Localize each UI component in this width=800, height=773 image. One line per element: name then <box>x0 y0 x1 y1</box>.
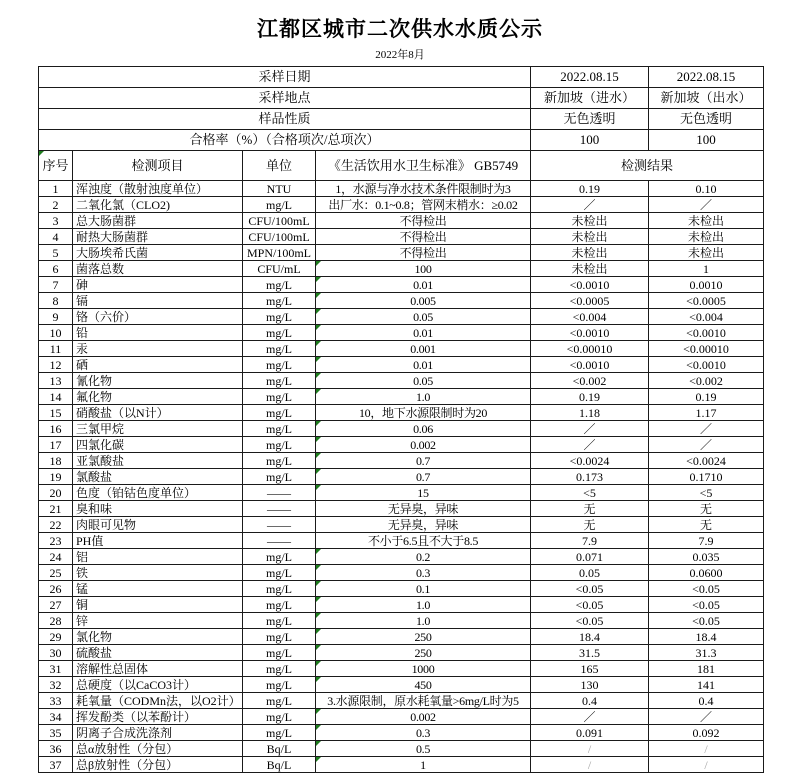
item-name: 汞 <box>73 341 243 357</box>
row-no: 20 <box>39 485 73 501</box>
standard-limit: 0.7 <box>316 453 531 469</box>
standard-limit: 出厂水：0.1~0.8；管网末梢水：≥0.02 <box>316 197 531 213</box>
result-inlet: 0.071 <box>531 549 649 565</box>
result-inlet: 165 <box>531 661 649 677</box>
col-header-standard: 《生活饮用水卫生标准》 GB5749 <box>316 151 531 181</box>
row-no: 16 <box>39 421 73 437</box>
result-outlet: 0.0010 <box>649 277 764 293</box>
result-inlet: <0.0024 <box>531 453 649 469</box>
result-outlet: 0.4 <box>649 693 764 709</box>
standard-limit: 0.05 <box>316 373 531 389</box>
table-row <box>39 197 764 213</box>
table-row <box>39 325 764 341</box>
result-inlet: <0.0010 <box>531 325 649 341</box>
unit: —— <box>243 533 316 549</box>
col-header-unit: 单位 <box>243 151 316 181</box>
standard-limit: 不小于6.5且不大于8.5 <box>316 533 531 549</box>
unit: NTU <box>243 181 316 197</box>
table-row <box>39 389 764 405</box>
row-no: 30 <box>39 645 73 661</box>
result-outlet: 0.10 <box>649 181 764 197</box>
standard-limit: 无异臭，异味 <box>316 517 531 533</box>
row-no: 9 <box>39 309 73 325</box>
result-outlet: 0.19 <box>649 389 764 405</box>
result-inlet: 0.19 <box>531 389 649 405</box>
result-outlet: 0.092 <box>649 725 764 741</box>
table-row <box>39 341 764 357</box>
unit: mg/L <box>243 325 316 341</box>
item-name: 总β放射性（分包） <box>73 757 243 773</box>
standard-limit: 250 <box>316 645 531 661</box>
standard-limit: 450 <box>316 677 531 693</box>
result-outlet: ／ <box>649 197 764 213</box>
row-no: 32 <box>39 677 73 693</box>
standard-limit: 0.01 <box>316 357 531 373</box>
sample-location-outlet: 新加坡（出水） <box>649 88 764 109</box>
unit: mg/L <box>243 725 316 741</box>
meta-label: 采样日期 <box>39 67 531 88</box>
result-outlet: <0.0024 <box>649 453 764 469</box>
table-row <box>39 533 764 549</box>
item-name: 浑浊度（散射浊度单位） <box>73 181 243 197</box>
result-inlet: <0.05 <box>531 597 649 613</box>
item-name: 铝 <box>73 549 243 565</box>
result-inlet: ／ <box>531 197 649 213</box>
row-no: 34 <box>39 709 73 725</box>
table-row <box>39 373 764 389</box>
table-row <box>39 309 764 325</box>
result-inlet: <0.004 <box>531 309 649 325</box>
unit: Bq/L <box>243 757 316 773</box>
result-outlet: 1 <box>649 261 764 277</box>
table-row <box>39 501 764 517</box>
result-inlet: 130 <box>531 677 649 693</box>
standard-limit: 0.01 <box>316 325 531 341</box>
table-row <box>39 645 764 661</box>
sample-property-outlet: 无色透明 <box>649 109 764 130</box>
unit: —— <box>243 517 316 533</box>
row-no: 27 <box>39 597 73 613</box>
item-name: 硫酸盐 <box>73 645 243 661</box>
table-row <box>39 357 764 373</box>
table-row <box>39 437 764 453</box>
item-name: 铜 <box>73 597 243 613</box>
result-inlet: 0.05 <box>531 565 649 581</box>
row-no: 12 <box>39 357 73 373</box>
standard-limit: 0.002 <box>316 709 531 725</box>
row-no: 6 <box>39 261 73 277</box>
item-name: 总α放射性（分包） <box>73 741 243 757</box>
result-inlet: / <box>531 741 649 757</box>
result-inlet: 未检出 <box>531 245 649 261</box>
unit: mg/L <box>243 293 316 309</box>
result-inlet: 0.173 <box>531 469 649 485</box>
table-row <box>39 261 764 277</box>
table-row <box>39 453 764 469</box>
table-row <box>39 517 764 533</box>
item-name: 砷 <box>73 277 243 293</box>
table-row <box>39 293 764 309</box>
table-row <box>39 229 764 245</box>
unit: CFU/100mL <box>243 213 316 229</box>
standard-limit: 3.水源限制，原水耗氧量>6mg/L时为5 <box>316 693 531 709</box>
meta-row-sample-date <box>39 67 764 88</box>
unit: mg/L <box>243 693 316 709</box>
standard-limit: 1.0 <box>316 613 531 629</box>
row-no: 10 <box>39 325 73 341</box>
result-inlet: <0.05 <box>531 613 649 629</box>
result-outlet: 未检出 <box>649 213 764 229</box>
item-name: 三氯甲烷 <box>73 421 243 437</box>
standard-limit: 0.01 <box>316 277 531 293</box>
row-no: 36 <box>39 741 73 757</box>
table-row <box>39 757 764 773</box>
standard-limit: 无异臭，异味 <box>316 501 531 517</box>
result-outlet: <0.05 <box>649 597 764 613</box>
result-outlet: <0.0010 <box>649 357 764 373</box>
row-no: 15 <box>39 405 73 421</box>
result-inlet: ／ <box>531 437 649 453</box>
result-outlet: 0.035 <box>649 549 764 565</box>
result-outlet: 无 <box>649 517 764 533</box>
standard-limit: 不得检出 <box>316 229 531 245</box>
standard-limit: 1，水源与净水技术条件限制时为3 <box>316 181 531 197</box>
unit: mg/L <box>243 565 316 581</box>
unit: mg/L <box>243 709 316 725</box>
standard-limit: 0.2 <box>316 549 531 565</box>
meta-label: 样品性质 <box>39 109 531 130</box>
result-inlet: <0.05 <box>531 581 649 597</box>
standard-limit: 1.0 <box>316 597 531 613</box>
result-inlet: <0.002 <box>531 373 649 389</box>
sample-location-inlet: 新加坡（进水） <box>531 88 649 109</box>
table-row <box>39 213 764 229</box>
table-row <box>39 709 764 725</box>
item-name: 氟化物 <box>73 389 243 405</box>
meta-label: 合格率（%）（合格项次/总项次） <box>39 130 531 151</box>
standard-limit: 0.1 <box>316 581 531 597</box>
item-name: 铬（六价） <box>73 309 243 325</box>
unit: mg/L <box>243 677 316 693</box>
result-outlet: <0.004 <box>649 309 764 325</box>
standard-limit: 0.002 <box>316 437 531 453</box>
result-inlet: 未检出 <box>531 229 649 245</box>
standard-limit: 0.5 <box>316 741 531 757</box>
unit: —— <box>243 501 316 517</box>
standard-limit: 0.001 <box>316 341 531 357</box>
result-outlet: 141 <box>649 677 764 693</box>
unit: mg/L <box>243 645 316 661</box>
row-no: 24 <box>39 549 73 565</box>
row-no: 2 <box>39 197 73 213</box>
table-row <box>39 421 764 437</box>
standard-limit: 1000 <box>316 661 531 677</box>
standard-limit: 100 <box>316 261 531 277</box>
table-row <box>39 181 764 197</box>
standard-limit: 15 <box>316 485 531 501</box>
unit: mg/L <box>243 469 316 485</box>
row-no: 11 <box>39 341 73 357</box>
unit: mg/L <box>243 341 316 357</box>
result-inlet: ／ <box>531 709 649 725</box>
standard-limit: 10，地下水源限制时为20 <box>316 405 531 421</box>
item-name: 镉 <box>73 293 243 309</box>
item-name: 肉眼可见物 <box>73 517 243 533</box>
unit: mg/L <box>243 197 316 213</box>
table-row <box>39 677 764 693</box>
unit: mg/L <box>243 581 316 597</box>
row-no: 25 <box>39 565 73 581</box>
meta-row-pass-rate <box>39 130 764 151</box>
table-row <box>39 245 764 261</box>
col-header-no: 序号 <box>39 151 73 181</box>
unit: mg/L <box>243 549 316 565</box>
table-row <box>39 725 764 741</box>
result-outlet: ／ <box>649 437 764 453</box>
unit: mg/L <box>243 629 316 645</box>
table-row <box>39 597 764 613</box>
item-name: 溶解性总固体 <box>73 661 243 677</box>
row-no: 4 <box>39 229 73 245</box>
row-no: 13 <box>39 373 73 389</box>
result-outlet: <0.00010 <box>649 341 764 357</box>
table-row <box>39 613 764 629</box>
item-name: 总大肠菌群 <box>73 213 243 229</box>
unit: mg/L <box>243 309 316 325</box>
item-name: 锰 <box>73 581 243 597</box>
unit: mg/L <box>243 453 316 469</box>
item-name: 挥发酚类（以苯酚计） <box>73 709 243 725</box>
unit: mg/L <box>243 661 316 677</box>
row-no: 17 <box>39 437 73 453</box>
result-inlet: <0.0005 <box>531 293 649 309</box>
standard-limit: 0.3 <box>316 725 531 741</box>
meta-row-sample-location <box>39 88 764 109</box>
row-no: 3 <box>39 213 73 229</box>
unit: mg/L <box>243 357 316 373</box>
result-inlet: <0.0010 <box>531 357 649 373</box>
item-name: 硝酸盐（以N计） <box>73 405 243 421</box>
result-inlet: 无 <box>531 501 649 517</box>
row-no: 37 <box>39 757 73 773</box>
result-inlet: <0.00010 <box>531 341 649 357</box>
result-outlet: <0.0005 <box>649 293 764 309</box>
standard-limit: 不得检出 <box>316 245 531 261</box>
table-row <box>39 661 764 677</box>
item-name: 硒 <box>73 357 243 373</box>
unit: mg/L <box>243 437 316 453</box>
table-row <box>39 277 764 293</box>
item-name: 色度（铂钴色度单位） <box>73 485 243 501</box>
item-name: 阴离子合成洗涤剂 <box>73 725 243 741</box>
table-row <box>39 693 764 709</box>
table-row <box>39 629 764 645</box>
unit: mg/L <box>243 613 316 629</box>
row-no: 31 <box>39 661 73 677</box>
row-no: 28 <box>39 613 73 629</box>
result-outlet: 31.3 <box>649 645 764 661</box>
result-outlet: ／ <box>649 421 764 437</box>
row-no: 14 <box>39 389 73 405</box>
item-name: PH值 <box>73 533 243 549</box>
row-no: 18 <box>39 453 73 469</box>
row-no: 21 <box>39 501 73 517</box>
row-no: 8 <box>39 293 73 309</box>
result-inlet: 0.19 <box>531 181 649 197</box>
item-name: 臭和味 <box>73 501 243 517</box>
result-outlet: / <box>649 741 764 757</box>
standard-limit: 0.06 <box>316 421 531 437</box>
sample-property-inlet: 无色透明 <box>531 109 649 130</box>
standard-limit: 250 <box>316 629 531 645</box>
result-inlet: 0.091 <box>531 725 649 741</box>
standard-limit: 0.7 <box>316 469 531 485</box>
result-outlet: 181 <box>649 661 764 677</box>
item-name: 耐热大肠菌群 <box>73 229 243 245</box>
unit: CFU/100mL <box>243 229 316 245</box>
standard-limit: 0.3 <box>316 565 531 581</box>
result-inlet: 无 <box>531 517 649 533</box>
result-outlet: <0.002 <box>649 373 764 389</box>
result-inlet: 31.5 <box>531 645 649 661</box>
item-name: 总硬度（以CaCO3计） <box>73 677 243 693</box>
result-outlet: <0.05 <box>649 613 764 629</box>
table-row <box>39 581 764 597</box>
result-outlet: 未检出 <box>649 245 764 261</box>
table-row <box>39 469 764 485</box>
result-outlet: 未检出 <box>649 229 764 245</box>
result-inlet: <5 <box>531 485 649 501</box>
unit: Bq/L <box>243 741 316 757</box>
result-inlet: 0.4 <box>531 693 649 709</box>
col-header-item: 检测项目 <box>73 151 243 181</box>
column-header-row <box>39 151 764 181</box>
result-outlet: 7.9 <box>649 533 764 549</box>
row-no: 23 <box>39 533 73 549</box>
result-inlet: 未检出 <box>531 213 649 229</box>
result-outlet: 18.4 <box>649 629 764 645</box>
meta-row-sample-property <box>39 109 764 130</box>
result-outlet: ／ <box>649 709 764 725</box>
item-name: 四氯化碳 <box>73 437 243 453</box>
item-name: 菌落总数 <box>73 261 243 277</box>
row-no: 7 <box>39 277 73 293</box>
page-title: 江都区城市二次供水水质公示 <box>257 18 543 41</box>
row-no: 29 <box>39 629 73 645</box>
unit: mg/L <box>243 421 316 437</box>
col-header-result: 检测结果 <box>531 151 764 181</box>
unit: mg/L <box>243 277 316 293</box>
unit: —— <box>243 485 316 501</box>
unit: mg/L <box>243 373 316 389</box>
meta-label: 采样地点 <box>39 88 531 109</box>
row-no: 19 <box>39 469 73 485</box>
table-row <box>39 405 764 421</box>
item-name: 氰化物 <box>73 373 243 389</box>
item-name: 铅 <box>73 325 243 341</box>
row-no: 26 <box>39 581 73 597</box>
standard-limit: 1 <box>316 757 531 773</box>
result-inlet: 18.4 <box>531 629 649 645</box>
result-outlet: 1.17 <box>649 405 764 421</box>
unit: mg/L <box>243 405 316 421</box>
unit: mg/L <box>243 597 316 613</box>
item-name: 二氧化氯（CLO2) <box>73 197 243 213</box>
results-body <box>39 181 764 773</box>
water-quality-table <box>38 66 764 773</box>
row-no: 35 <box>39 725 73 741</box>
item-name: 铁 <box>73 565 243 581</box>
table-row <box>39 565 764 581</box>
result-outlet: 0.0600 <box>649 565 764 581</box>
table-row <box>39 549 764 565</box>
item-name: 氯化物 <box>73 629 243 645</box>
row-no: 33 <box>39 693 73 709</box>
result-outlet: 无 <box>649 501 764 517</box>
result-inlet: 未检出 <box>531 261 649 277</box>
standard-limit: 0.005 <box>316 293 531 309</box>
unit: mg/L <box>243 389 316 405</box>
item-name: 大肠埃希氏菌 <box>73 245 243 261</box>
standard-limit: 0.05 <box>316 309 531 325</box>
item-name: 亚氯酸盐 <box>73 453 243 469</box>
row-no: 22 <box>39 517 73 533</box>
result-inlet: ／ <box>531 421 649 437</box>
result-outlet: <0.05 <box>649 581 764 597</box>
item-name: 锌 <box>73 613 243 629</box>
result-outlet: 0.1710 <box>649 469 764 485</box>
item-name: 耗氧量（CODMn法，以O2计） <box>73 693 243 709</box>
unit: CFU/mL <box>243 261 316 277</box>
report-month: 2022年8月 <box>375 49 425 61</box>
pass-rate-outlet: 100 <box>649 130 764 151</box>
result-inlet: / <box>531 757 649 773</box>
row-no: 5 <box>39 245 73 261</box>
sample-date-inlet: 2022.08.15 <box>531 67 649 88</box>
standard-limit: 不得检出 <box>316 213 531 229</box>
table-row <box>39 485 764 501</box>
item-name: 氯酸盐 <box>73 469 243 485</box>
pass-rate-inlet: 100 <box>531 130 649 151</box>
result-outlet: <0.0010 <box>649 325 764 341</box>
result-inlet: 7.9 <box>531 533 649 549</box>
result-inlet: 1.18 <box>531 405 649 421</box>
result-outlet: <5 <box>649 485 764 501</box>
result-inlet: <0.0010 <box>531 277 649 293</box>
standard-limit: 1.0 <box>316 389 531 405</box>
result-outlet: / <box>649 757 764 773</box>
sample-date-outlet: 2022.08.15 <box>649 67 764 88</box>
table-row <box>39 741 764 757</box>
unit: MPN/100mL <box>243 245 316 261</box>
row-no: 1 <box>39 181 73 197</box>
